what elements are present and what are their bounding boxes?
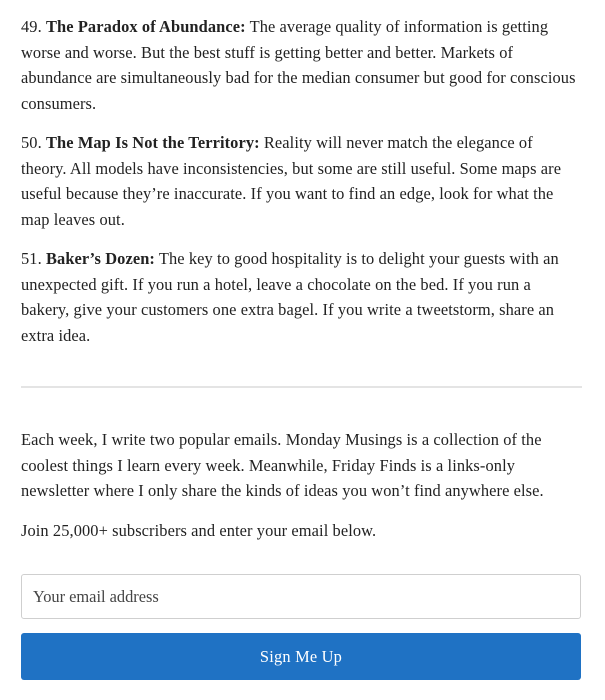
item-number: 49. [21,17,42,36]
list-item-50 [21,130,582,232]
item-title: The Paradox of Abundance: [46,17,246,36]
item-body: The key to good hospitality is to delight your guests with an unexpected gift. If you run a hotel, leave a chocolate on the bed. If you run a bakery, give your customers one extra bagel. If you write a tweetstorm, share an extra idea. [21,249,559,345]
section-divider [21,386,582,388]
article-list [21,14,582,348]
item-body: Reality will never match the elegance of theory. All models have inconsistencies, but some are still useful. Some maps are useful because they’re inaccurate. If you want to find an edge, look for what the map leaves out. [21,133,562,229]
item-number: 50. [21,133,42,152]
newsletter-cta: Join 25,000+ subscribers and enter your email below. [21,520,377,540]
list-item-49 [21,14,582,116]
sign-up-button[interactable]: Sign Me Up [21,633,581,680]
item-title: The Map Is Not the Territory: [46,133,260,152]
email-input[interactable] [21,574,581,619]
newsletter-description: Each week, I write two popular emails. Monday Musings is a collection of the coolest things I learn every week. Meanwhile, Friday Finds is a links-only newsletter where I only share the kinds of ideas you won’t find anywhere else. [21,430,544,500]
list-item-51 [21,246,582,348]
newsletter-section [21,427,582,543]
item-title: Baker’s Dozen: [46,249,155,268]
item-number: 51. [21,249,42,268]
item-body: The average quality of information is getting worse and worse. But the best stuff is getting better and better. Markets of abundance are simultaneously bad for the median consumer but good for conscious consumers. [21,17,576,113]
